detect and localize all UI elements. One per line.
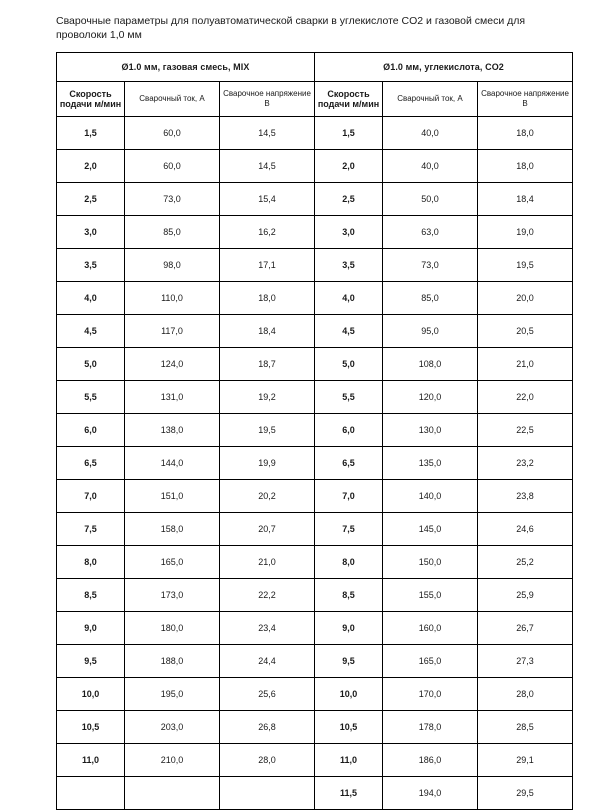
cell-current-mix: 60,0 <box>125 117 220 150</box>
cell-voltage-mix: 19,5 <box>220 414 315 447</box>
cell-voltage-mix: 20,7 <box>220 513 315 546</box>
cell-speed-mix <box>57 777 125 810</box>
cell-voltage-co2: 19,0 <box>478 216 573 249</box>
cell-current-co2: 73,0 <box>383 249 478 282</box>
cell-speed-mix: 4,5 <box>57 315 125 348</box>
table-row <box>57 348 573 381</box>
table-row <box>57 381 573 414</box>
table-row <box>57 249 573 282</box>
cell-current-co2: 140,0 <box>383 480 478 513</box>
cell-current-mix: 73,0 <box>125 183 220 216</box>
table-row <box>57 579 573 612</box>
cell-voltage-co2: 28,5 <box>478 711 573 744</box>
cell-voltage-co2: 29,1 <box>478 744 573 777</box>
cell-speed-mix: 7,5 <box>57 513 125 546</box>
cell-voltage-mix: 18,7 <box>220 348 315 381</box>
table-body <box>57 117 573 810</box>
cell-voltage-co2: 20,5 <box>478 315 573 348</box>
cell-current-mix: 60,0 <box>125 150 220 183</box>
cell-voltage-mix: 25,6 <box>220 678 315 711</box>
column-header-row <box>57 82 573 117</box>
cell-speed-mix: 7,0 <box>57 480 125 513</box>
table-row <box>57 777 573 810</box>
cell-speed-co2: 3,0 <box>315 216 383 249</box>
cell-speed-mix: 6,0 <box>57 414 125 447</box>
cell-speed-co2: 11,0 <box>315 744 383 777</box>
cell-voltage-mix: 19,2 <box>220 381 315 414</box>
cell-voltage-mix: 26,8 <box>220 711 315 744</box>
cell-current-co2: 108,0 <box>383 348 478 381</box>
cell-speed-co2: 9,5 <box>315 645 383 678</box>
cell-current-mix: 203,0 <box>125 711 220 744</box>
cell-speed-co2: 6,0 <box>315 414 383 447</box>
cell-speed-co2: 2,5 <box>315 183 383 216</box>
cell-speed-co2: 8,5 <box>315 579 383 612</box>
cell-voltage-mix: 19,9 <box>220 447 315 480</box>
cell-speed-mix: 5,0 <box>57 348 125 381</box>
cell-current-co2: 178,0 <box>383 711 478 744</box>
cell-voltage-mix: 21,0 <box>220 546 315 579</box>
cell-current-co2: 186,0 <box>383 744 478 777</box>
cell-speed-mix: 2,5 <box>57 183 125 216</box>
cell-current-co2: 50,0 <box>383 183 478 216</box>
cell-current-co2: 165,0 <box>383 645 478 678</box>
cell-speed-mix: 2,0 <box>57 150 125 183</box>
table-row <box>57 150 573 183</box>
cell-voltage-co2: 25,9 <box>478 579 573 612</box>
cell-current-mix <box>125 777 220 810</box>
cell-current-co2: 170,0 <box>383 678 478 711</box>
cell-speed-co2: 10,0 <box>315 678 383 711</box>
cell-current-co2: 150,0 <box>383 546 478 579</box>
cell-voltage-mix: 18,0 <box>220 282 315 315</box>
cell-speed-mix: 10,0 <box>57 678 125 711</box>
group-header-mix: Ø1.0 мм, газовая смесь, MIX <box>57 53 315 82</box>
cell-speed-mix: 9,0 <box>57 612 125 645</box>
cell-speed-mix: 6,5 <box>57 447 125 480</box>
table-header <box>57 53 573 117</box>
table-row <box>57 546 573 579</box>
cell-voltage-co2: 28,0 <box>478 678 573 711</box>
cell-current-co2: 63,0 <box>383 216 478 249</box>
cell-speed-co2: 7,5 <box>315 513 383 546</box>
cell-speed-co2: 3,5 <box>315 249 383 282</box>
table-row <box>57 612 573 645</box>
cell-voltage-mix: 14,5 <box>220 150 315 183</box>
table-row <box>57 480 573 513</box>
cell-speed-co2: 5,0 <box>315 348 383 381</box>
cell-voltage-co2: 22,0 <box>478 381 573 414</box>
table-row <box>57 282 573 315</box>
cell-speed-co2: 11,5 <box>315 777 383 810</box>
cell-current-mix: 165,0 <box>125 546 220 579</box>
cell-speed-mix: 4,0 <box>57 282 125 315</box>
cell-voltage-mix: 14,5 <box>220 117 315 150</box>
cell-speed-mix: 11,0 <box>57 744 125 777</box>
cell-current-mix: 180,0 <box>125 612 220 645</box>
cell-current-mix: 110,0 <box>125 282 220 315</box>
cell-current-co2: 120,0 <box>383 381 478 414</box>
cell-current-mix: 195,0 <box>125 678 220 711</box>
column-header-current-co2: Сварочный ток, А <box>383 82 478 117</box>
cell-voltage-mix: 18,4 <box>220 315 315 348</box>
welding-parameters-table <box>56 52 573 810</box>
cell-current-co2: 135,0 <box>383 447 478 480</box>
cell-current-co2: 40,0 <box>383 150 478 183</box>
cell-voltage-co2: 23,2 <box>478 447 573 480</box>
cell-speed-mix: 3,0 <box>57 216 125 249</box>
cell-current-co2: 145,0 <box>383 513 478 546</box>
cell-voltage-co2: 24,6 <box>478 513 573 546</box>
cell-current-mix: 138,0 <box>125 414 220 447</box>
table-row <box>57 645 573 678</box>
cell-speed-co2: 4,5 <box>315 315 383 348</box>
cell-current-mix: 210,0 <box>125 744 220 777</box>
cell-current-mix: 173,0 <box>125 579 220 612</box>
cell-current-co2: 155,0 <box>383 579 478 612</box>
cell-voltage-co2: 18,4 <box>478 183 573 216</box>
cell-current-co2: 85,0 <box>383 282 478 315</box>
cell-speed-mix: 9,5 <box>57 645 125 678</box>
cell-voltage-co2: 19,5 <box>478 249 573 282</box>
cell-speed-mix: 1,5 <box>57 117 125 150</box>
cell-voltage-co2: 29,5 <box>478 777 573 810</box>
cell-voltage-mix: 17,1 <box>220 249 315 282</box>
column-header-speed-mix: Скорость подачи м/мин <box>57 82 125 117</box>
cell-current-mix: 117,0 <box>125 315 220 348</box>
cell-current-mix: 188,0 <box>125 645 220 678</box>
cell-current-mix: 85,0 <box>125 216 220 249</box>
table-row <box>57 414 573 447</box>
cell-speed-co2: 1,5 <box>315 117 383 150</box>
cell-voltage-co2: 27,3 <box>478 645 573 678</box>
column-header-speed-co2: Скорость подачи м/мин <box>315 82 383 117</box>
column-header-current-mix: Сварочный ток, А <box>125 82 220 117</box>
cell-current-mix: 151,0 <box>125 480 220 513</box>
cell-voltage-mix: 16,2 <box>220 216 315 249</box>
cell-speed-mix: 8,5 <box>57 579 125 612</box>
cell-voltage-mix: 24,4 <box>220 645 315 678</box>
table-row <box>57 744 573 777</box>
table-row <box>57 216 573 249</box>
cell-speed-co2: 2,0 <box>315 150 383 183</box>
cell-speed-co2: 5,5 <box>315 381 383 414</box>
cell-current-co2: 40,0 <box>383 117 478 150</box>
cell-voltage-co2: 18,0 <box>478 150 573 183</box>
cell-speed-co2: 10,5 <box>315 711 383 744</box>
table-row <box>57 315 573 348</box>
cell-voltage-mix: 23,4 <box>220 612 315 645</box>
cell-speed-co2: 8,0 <box>315 546 383 579</box>
cell-current-mix: 131,0 <box>125 381 220 414</box>
column-header-voltage-mix: Сварочное напряжение В <box>220 82 315 117</box>
cell-voltage-co2: 21,0 <box>478 348 573 381</box>
cell-voltage-co2: 26,7 <box>478 612 573 645</box>
column-header-voltage-co2: Сварочное напряжение В <box>478 82 573 117</box>
cell-voltage-co2: 22,5 <box>478 414 573 447</box>
cell-current-co2: 160,0 <box>383 612 478 645</box>
cell-current-mix: 98,0 <box>125 249 220 282</box>
cell-voltage-co2: 23,8 <box>478 480 573 513</box>
cell-speed-mix: 5,5 <box>57 381 125 414</box>
page-title: Сварочные параметры для полуавтоматической сварки в углекислоте CO2 и газовой смеси для проволоки 1,0 мм <box>56 15 526 41</box>
cell-speed-mix: 10,5 <box>57 711 125 744</box>
cell-speed-co2: 4,0 <box>315 282 383 315</box>
table-row <box>57 183 573 216</box>
cell-speed-co2: 7,0 <box>315 480 383 513</box>
cell-voltage-mix <box>220 777 315 810</box>
cell-speed-co2: 6,5 <box>315 447 383 480</box>
cell-speed-co2: 9,0 <box>315 612 383 645</box>
table-row <box>57 447 573 480</box>
cell-voltage-mix: 28,0 <box>220 744 315 777</box>
cell-current-mix: 144,0 <box>125 447 220 480</box>
cell-current-co2: 194,0 <box>383 777 478 810</box>
cell-speed-mix: 8,0 <box>57 546 125 579</box>
cell-voltage-mix: 20,2 <box>220 480 315 513</box>
group-header-co2: Ø1.0 мм, углекислота, CO2 <box>315 53 573 82</box>
cell-current-mix: 124,0 <box>125 348 220 381</box>
cell-voltage-mix: 15,4 <box>220 183 315 216</box>
cell-current-co2: 95,0 <box>383 315 478 348</box>
cell-current-mix: 158,0 <box>125 513 220 546</box>
cell-voltage-co2: 25,2 <box>478 546 573 579</box>
group-header-row <box>57 53 573 82</box>
table-row <box>57 678 573 711</box>
cell-speed-mix: 3,5 <box>57 249 125 282</box>
table-row <box>57 711 573 744</box>
cell-current-co2: 130,0 <box>383 414 478 447</box>
table-row <box>57 117 573 150</box>
table-row <box>57 513 573 546</box>
cell-voltage-co2: 18,0 <box>478 117 573 150</box>
cell-voltage-co2: 20,0 <box>478 282 573 315</box>
cell-voltage-mix: 22,2 <box>220 579 315 612</box>
